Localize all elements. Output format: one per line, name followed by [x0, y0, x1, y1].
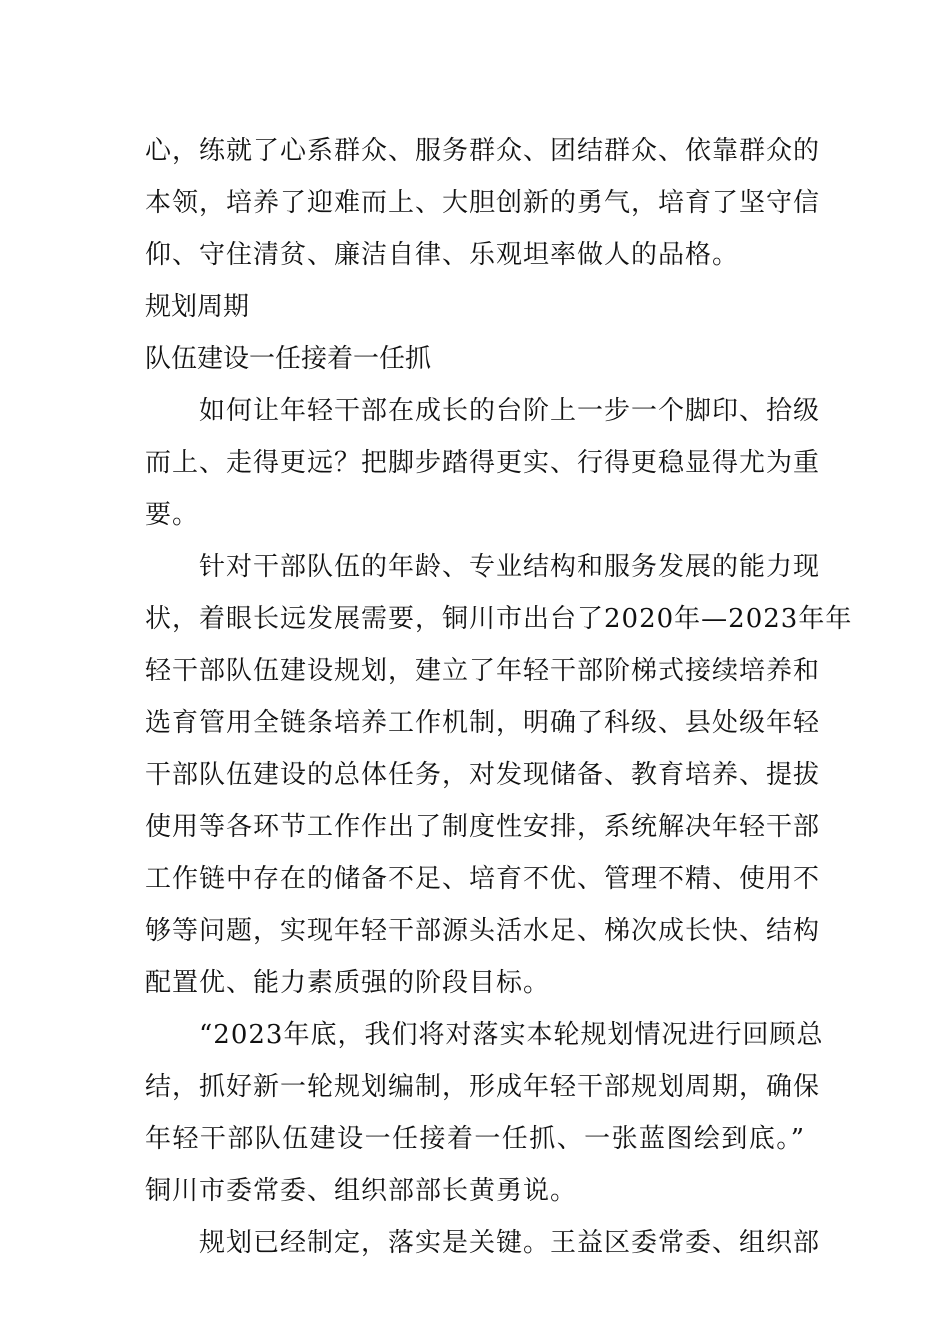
- text-line: 状，着眼长远发展需要，铜川市出台了2020年—2023年年: [145, 604, 853, 634]
- text-line: 年轻干部队伍建设一任接着一任抓、一张蓝图绘到底。”: [145, 1124, 805, 1154]
- text-line: 仰、守住清贫、廉洁自律、乐观坦率做人的品格。: [145, 240, 740, 270]
- paragraph-4: [145, 1009, 824, 1217]
- text-line: 干部队伍建设的总体任务，对发现储备、教育培养、提拔: [145, 760, 821, 790]
- text-line: 工作链中存在的储备不足、培育不优、管理不精、使用不: [145, 864, 821, 894]
- text-line: 配置优、能力素质强的阶段目标。: [145, 968, 551, 998]
- heading-line: 规划周期: [145, 292, 250, 322]
- text-line: 而上、走得更远？把脚步踏得更实、行得更稳显得尤为重: [145, 448, 821, 478]
- text-line: 心，练就了心系群众、服务群众、团结群众、依靠群众的: [145, 136, 821, 166]
- text-line: 铜川市委常委、组织部部长黄勇说。: [145, 1176, 578, 1206]
- paragraph-5: [145, 1217, 821, 1269]
- section-heading: [145, 281, 805, 333]
- text-line: 要。: [145, 500, 200, 530]
- text-line: 本领，培养了迎难而上、大胆创新的勇气，培育了坚守信: [145, 188, 821, 218]
- text-line: 针对干部队伍的年龄、专业结构和服务发展的能力现: [145, 552, 821, 582]
- text-line: 结，抓好新一轮规划编制，形成年轻干部规划周期，确保: [145, 1072, 821, 1102]
- section-subheading: [145, 333, 805, 385]
- text-line: 选育管用全链条培养工作机制，明确了科级、县处级年轻: [145, 708, 821, 738]
- text-line: 使用等各环节工作作出了制度性安排，系统解决年轻干部: [145, 812, 821, 842]
- text-line: 规划已经制定，落实是关键。王益区委常委、组织部: [145, 1228, 821, 1258]
- paragraph-1: [145, 125, 821, 281]
- text-line: 如何让年轻干部在成长的台阶上一步一个脚印、拾级: [145, 396, 821, 426]
- paragraph-3: [145, 541, 853, 1009]
- text-line: 轻干部队伍建设规划，建立了年轻干部阶梯式接续培养和: [145, 656, 821, 686]
- heading-line: 队伍建设一任接着一任抓: [145, 344, 432, 374]
- document-body: [145, 125, 853, 1269]
- text-line: “2023年底，我们将对落实本轮规划情况进行回顾总: [145, 1020, 824, 1050]
- paragraph-2: [145, 385, 821, 541]
- text-line: 够等问题，实现年轻干部源头活水足、梯次成长快、结构: [145, 916, 821, 946]
